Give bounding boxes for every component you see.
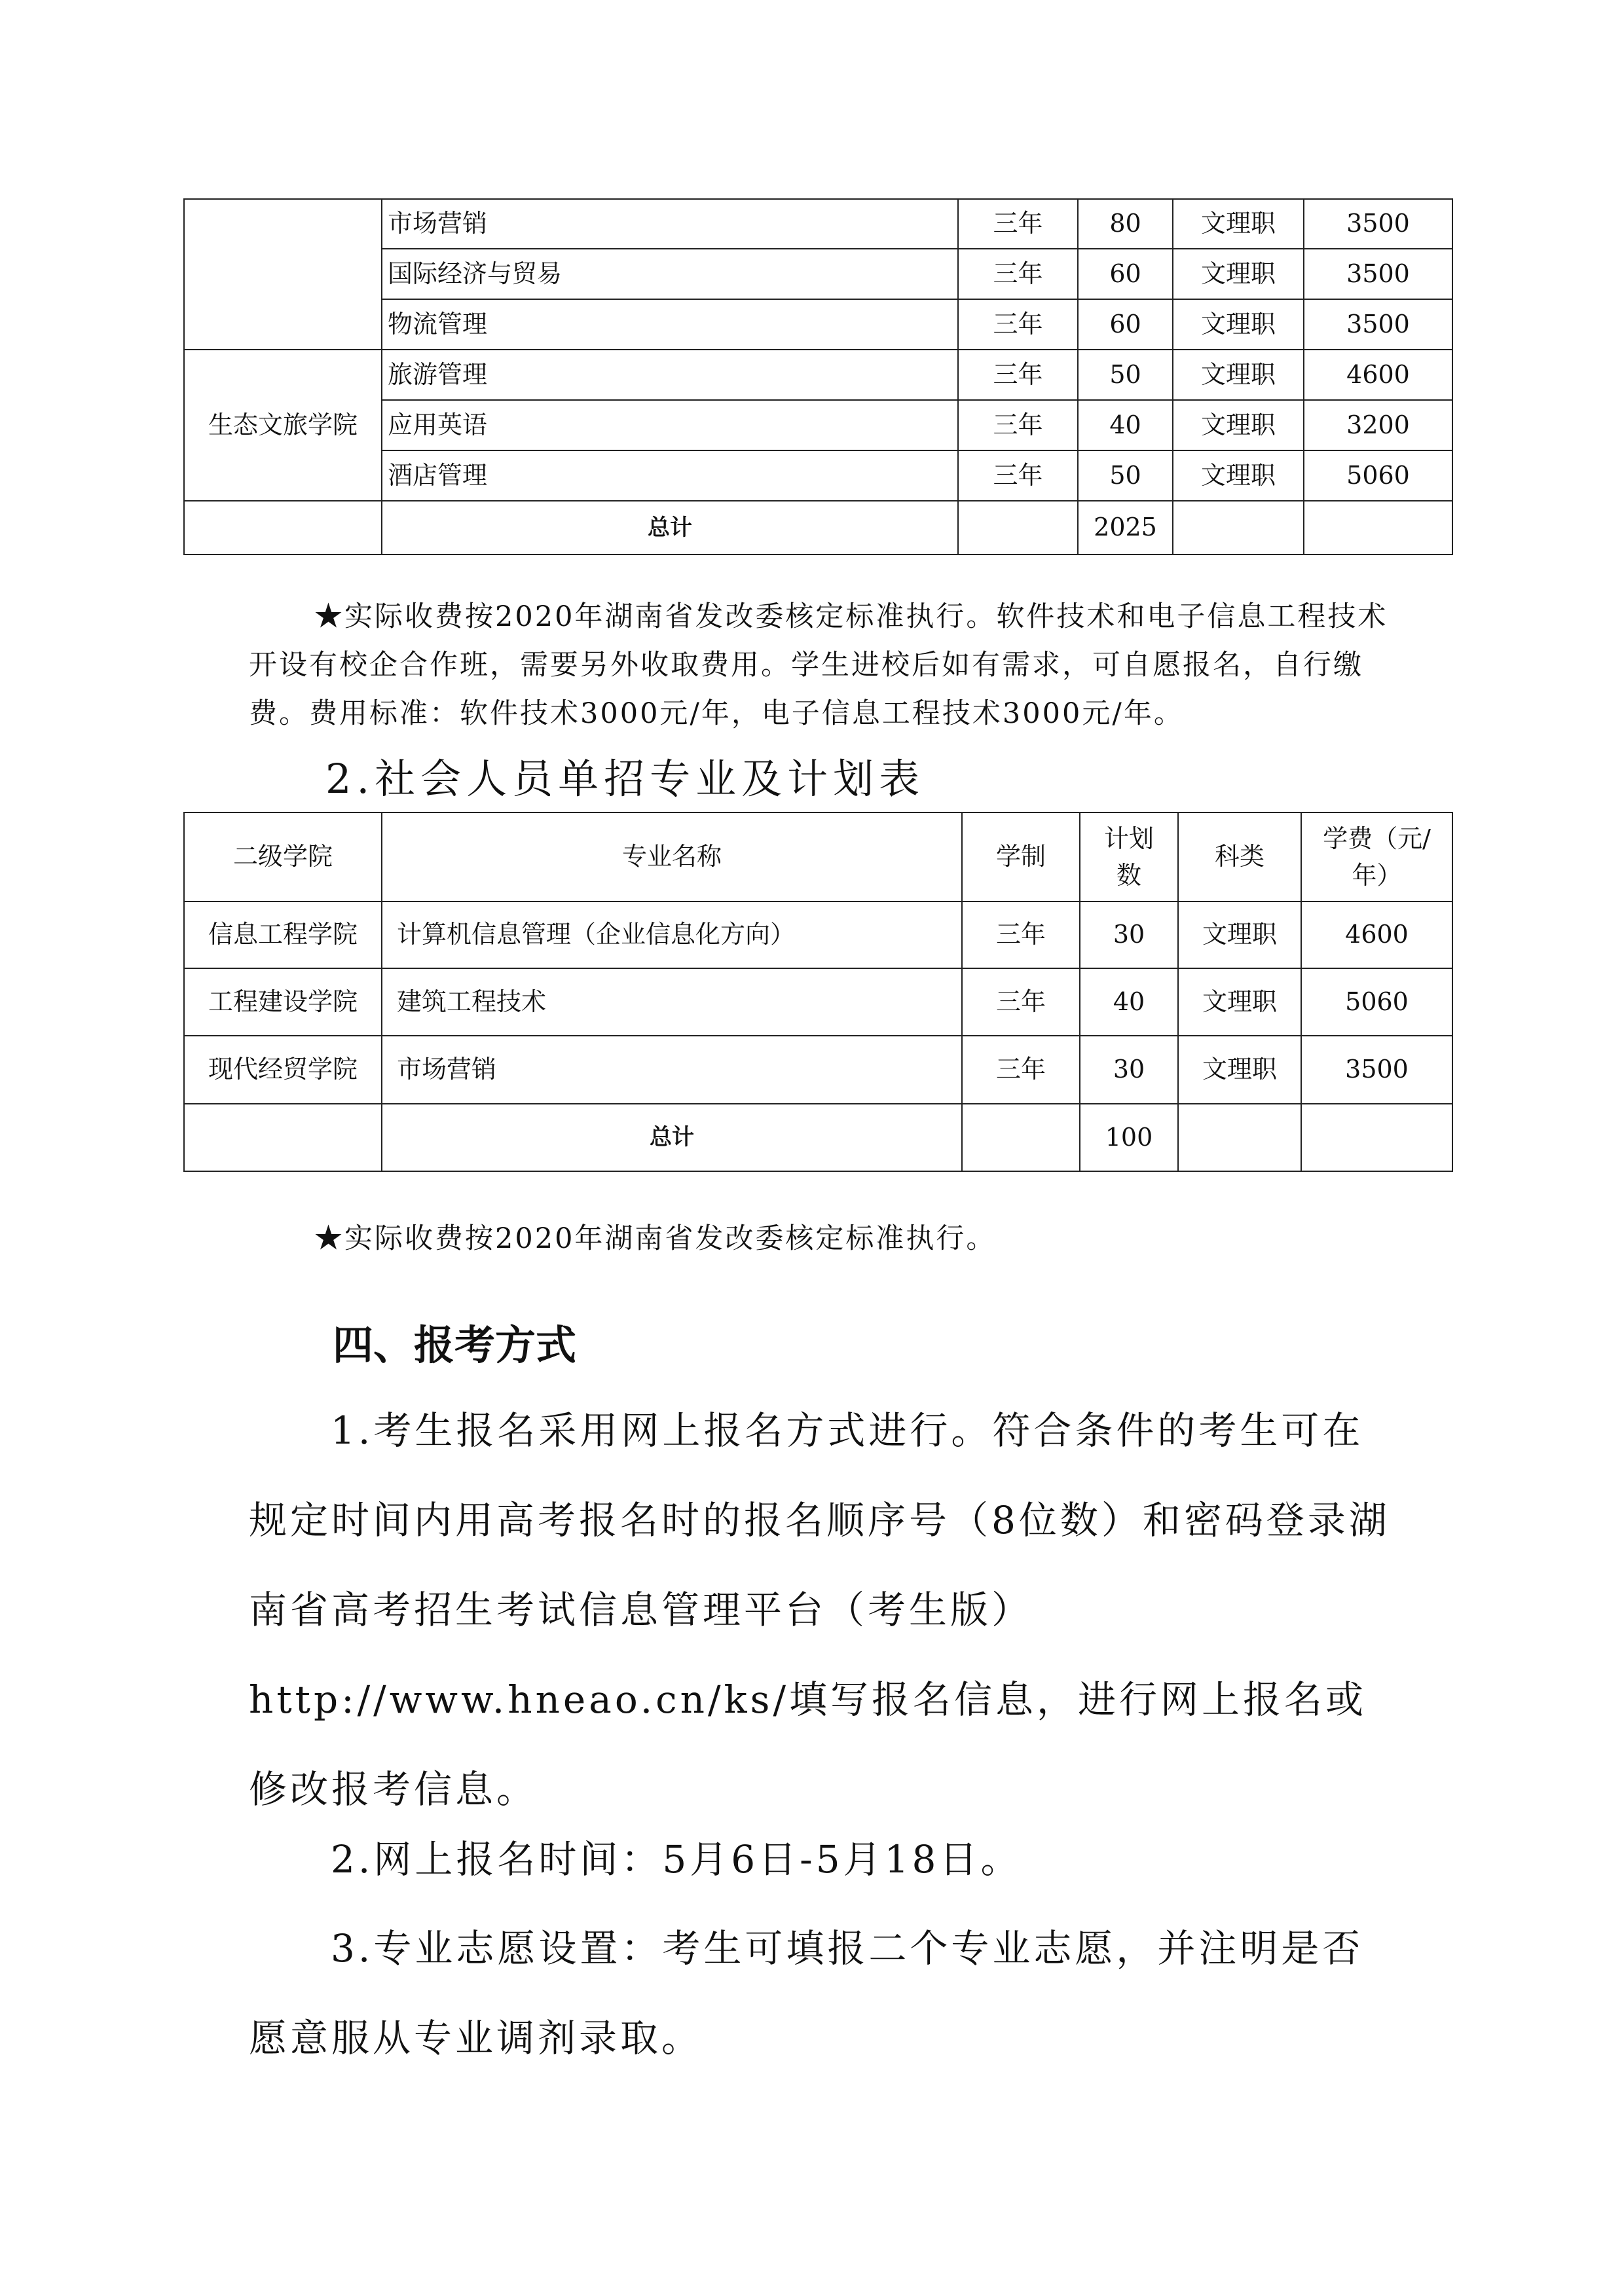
total-subject-empty xyxy=(1178,1104,1301,1171)
plan-cell: 30 xyxy=(1080,902,1178,968)
subject-cell: 文理职 xyxy=(1178,902,1301,968)
table-row xyxy=(184,968,1452,1036)
major-cell: 建筑工程技术 xyxy=(382,968,962,1036)
plan-cell: 50 xyxy=(1078,350,1173,400)
table-row xyxy=(184,350,1452,400)
paragraph-registration: 1.考生报名采用网上报名方式进行。符合条件的考生可在规定时间内用高考报名时的报名顺序号（8位数）和密码登录湖南省高考招生考试信息管理平台（考生版）http://www.hneao.cn/ks/填写报名信息，进行网上报名或修改报考信息。 xyxy=(249,1408,1390,1812)
college-cell-empty xyxy=(184,199,382,350)
subject-cell: 文理职 xyxy=(1173,350,1304,400)
major-cell: 市场营销 xyxy=(382,199,958,249)
fee-cell: 5060 xyxy=(1301,968,1452,1036)
college-cell: 工程建设学院 xyxy=(184,968,382,1036)
plan-cell: 40 xyxy=(1080,968,1178,1036)
fee-note-2: ★实际收费按2020年湖南省发改委核定标准执行。 xyxy=(314,1222,997,1255)
plan-cell: 50 xyxy=(1078,450,1173,501)
total-plan: 100 xyxy=(1080,1104,1178,1171)
header-major: 专业名称 xyxy=(382,812,962,902)
total-fee-empty xyxy=(1301,1104,1452,1171)
total-duration-empty xyxy=(958,501,1078,555)
total-row xyxy=(184,1104,1452,1171)
table-row xyxy=(184,902,1452,968)
plan-cell: 40 xyxy=(1078,400,1173,450)
duration-cell: 三年 xyxy=(962,1036,1080,1104)
section-heading: 四、报考方式 xyxy=(333,1321,577,1369)
major-cell: 计算机信息管理（企业信息化方向） xyxy=(382,902,962,968)
total-subject-empty xyxy=(1173,501,1304,555)
total-label: 总计 xyxy=(382,501,958,555)
paragraph-registration-time: 2.网上报名时间：5月6日-5月18日。 xyxy=(331,1837,1022,1882)
header-plan: 计划数 xyxy=(1080,812,1178,902)
duration-cell: 三年 xyxy=(958,400,1078,450)
social-enrollment-table xyxy=(183,812,1453,1172)
college-cell: 生态文旅学院 xyxy=(184,350,382,501)
subject-cell: 文理职 xyxy=(1173,299,1304,350)
duration-cell: 三年 xyxy=(962,902,1080,968)
header-college: 二级学院 xyxy=(184,812,382,902)
plan-cell: 60 xyxy=(1078,249,1173,299)
major-cell: 国际经济与贸易 xyxy=(382,249,958,299)
duration-cell: 三年 xyxy=(958,299,1078,350)
fee-cell: 5060 xyxy=(1304,450,1452,501)
header-fee: 学费（元/年） xyxy=(1301,812,1452,902)
fee-cell: 3500 xyxy=(1301,1036,1452,1104)
total-fee-empty xyxy=(1304,501,1452,555)
major-cell: 应用英语 xyxy=(382,400,958,450)
subject-cell: 文理职 xyxy=(1173,450,1304,501)
major-cell: 旅游管理 xyxy=(382,350,958,400)
fee-cell: 3500 xyxy=(1304,299,1452,350)
fee-cell: 4600 xyxy=(1304,350,1452,400)
fee-cell: 3200 xyxy=(1304,400,1452,450)
duration-cell: 三年 xyxy=(962,968,1080,1036)
fee-note: ★实际收费按2020年湖南省发改委核定标准执行。软件技术和电子信息工程技术开设有校企合作班，需要另外收取费用。学生进校后如有需求，可自愿报名，自行缴费。费用标准：软件技术3000元/年，电子信息工程技术3000元/年。 xyxy=(249,600,1388,730)
total-duration-empty xyxy=(962,1104,1080,1171)
total-row xyxy=(184,501,1452,555)
college-cell: 信息工程学院 xyxy=(184,902,382,968)
major-cell: 酒店管理 xyxy=(382,450,958,501)
enrollment-table-continued xyxy=(183,198,1453,555)
total-label: 总计 xyxy=(382,1104,962,1171)
fee-cell: 3500 xyxy=(1304,249,1452,299)
total-college-empty xyxy=(184,501,382,555)
subject-cell: 文理职 xyxy=(1173,249,1304,299)
plan-cell: 80 xyxy=(1078,199,1173,249)
college-cell: 现代经贸学院 xyxy=(184,1036,382,1104)
major-cell: 市场营销 xyxy=(382,1036,962,1104)
header-duration: 学制 xyxy=(962,812,1080,902)
header-row xyxy=(184,812,1452,902)
duration-cell: 三年 xyxy=(958,199,1078,249)
duration-cell: 三年 xyxy=(958,450,1078,501)
subject-cell: 文理职 xyxy=(1178,968,1301,1036)
fee-cell: 4600 xyxy=(1301,902,1452,968)
table-row xyxy=(184,199,1452,249)
total-college-empty xyxy=(184,1104,382,1171)
subject-cell: 文理职 xyxy=(1178,1036,1301,1104)
major-cell: 物流管理 xyxy=(382,299,958,350)
subject-cell: 文理职 xyxy=(1173,199,1304,249)
subject-cell: 文理职 xyxy=(1173,400,1304,450)
duration-cell: 三年 xyxy=(958,249,1078,299)
table2-title: 2.社会人员单招专业及计划表 xyxy=(325,755,925,803)
total-plan: 2025 xyxy=(1078,501,1173,555)
paragraph-major-preference: 3.专业志愿设置：考生可填报二个专业志愿，并注明是否愿意服从专业调剂录取。 xyxy=(249,1926,1364,2060)
duration-cell: 三年 xyxy=(958,350,1078,400)
fee-cell: 3500 xyxy=(1304,199,1452,249)
table-row xyxy=(184,1036,1452,1104)
plan-cell: 30 xyxy=(1080,1036,1178,1104)
plan-cell: 60 xyxy=(1078,299,1173,350)
header-subject: 科类 xyxy=(1178,812,1301,902)
